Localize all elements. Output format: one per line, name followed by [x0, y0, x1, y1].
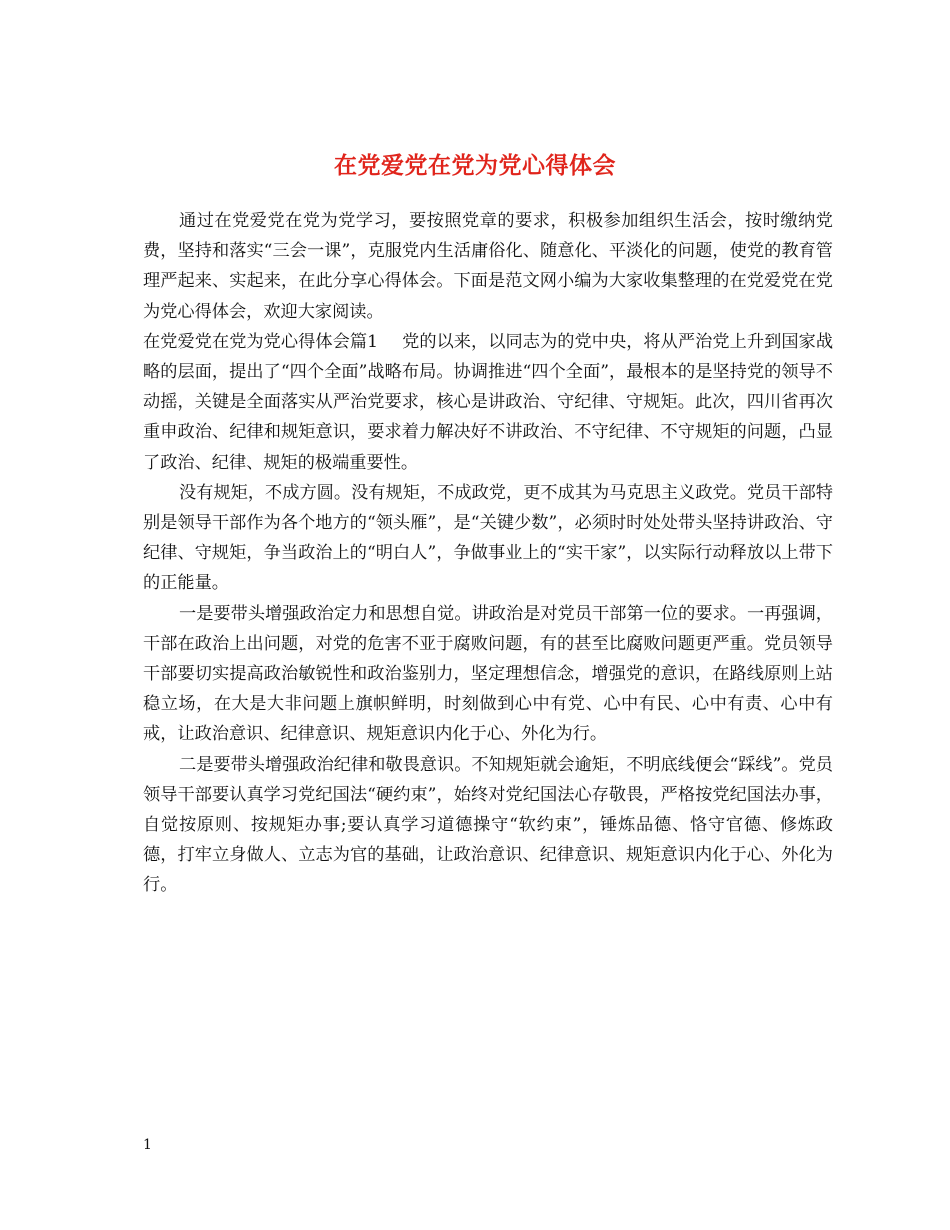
section-paragraph: [143, 327, 833, 478]
section-heading: 在党爱党在党为党心得体会篇1: [143, 331, 379, 352]
intro-paragraph: 通过在党爱党在党为党学习，要按照党章的要求，积极参加组织生活会，按时缴纳党费，坚持和落实“三会一课”，克服党内生活庸俗化、随意化、平淡化的问题，使党的教育管理严起来、实起来，在此分享心得体会。下面是范文网小编为大家收集整理的在党爱党在党为党心得体会，欢迎大家阅读。: [143, 211, 833, 322]
body-paragraph-4: 二是要带头增强政治纪律和敬畏意识。不知规矩就会逾矩，不明底线便会“踩线”。党员领导干部要认真学习党纪国法“硬约束”，始终对党纪国法心存敬畏，严格按党纪国法办事，自觉按原则、按规矩办事;要认真学习道德操守“软约束”，锤炼品德、恪守官德、修炼政德，打牢立身做人、立志为官的基础，让政治意识、纪律意识、规矩意识内化于心、外化为行。: [143, 754, 833, 896]
body-paragraph-3: 一是要带头增强政治定力和思想自觉。讲政治是对党员干部第一位的要求。一再强调，干部在政治上出问题，对党的危害不亚于腐败问题，有的甚至比腐败问题更严重。党员领导干部要切实提高政治敏锐性和政治鉴别力，坚定理想信念，增强党的意识，在路线原则上站稳立场，在大是大非问题上旗帜鲜明，时刻做到心中有党、心中有民、心中有责、心中有戒，让政治意识、纪律意识、规矩意识内化于心、外化为行。: [143, 603, 833, 745]
body-paragraph-2: 没有规矩，不成方圆。没有规矩，不成政党，更不成其为马克思主义政党。党员干部特别是领导干部作为各个地方的“领头雁”，是“关键少数”，必须时时处处带头坚持讲政治、守纪律、守规矩，争当政治上的“明白人”，争做事业上的“实干家”，以实际行动释放以上带下的正能量。: [143, 482, 833, 594]
document-body: [143, 206, 833, 901]
page-number: 1: [143, 1137, 152, 1153]
document-title: 在党爱党在党为党心得体会: [334, 152, 616, 180]
section-text: 党的以来，以同志为的党中央，将从严治党上升到国家战略的层面，提出了“四个全面”战略布局。协调推进“四个全面”，最根本的是坚持党的领导不动摇，关键是全面落实从严治党要求，核心是讲政治、守纪律、守规矩。此次，四川省再次重申政治、纪律和规矩意识，要求着力解决好不讲政治、不守纪律、不守规矩的问题，凸显了政治、纪律、规矩的极端重要性。: [143, 331, 834, 473]
